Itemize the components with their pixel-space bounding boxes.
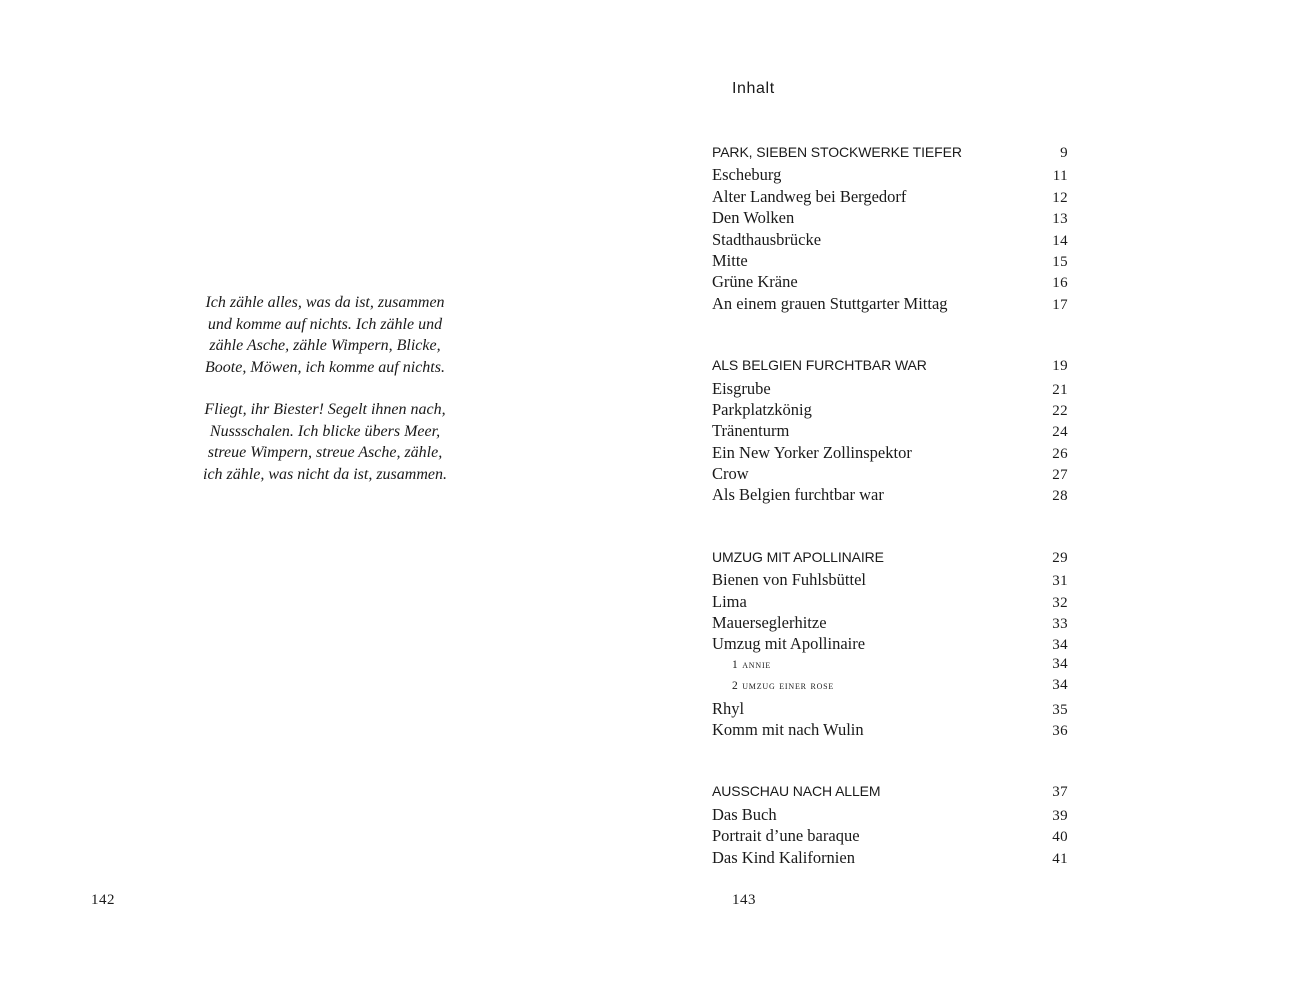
toc-page-number: 22 <box>1052 402 1068 419</box>
toc-entry-row <box>712 230 1068 251</box>
toc-page-number: 32 <box>1052 594 1068 611</box>
toc-section-heading: ALS BELGIEN FURCHTBAR WAR <box>712 357 927 374</box>
poem <box>185 292 465 485</box>
toc-entry-title: Mitte <box>712 250 748 270</box>
toc-page-number: 34 <box>1052 677 1068 694</box>
toc-entry-row <box>712 826 1068 847</box>
toc-page-number: 24 <box>1052 424 1068 441</box>
toc-entry-title: Escheburg <box>712 165 782 185</box>
toc-section <box>712 357 1068 507</box>
toc-entry-title: Alter Landweg bei Bergedorf <box>712 186 907 206</box>
poem-line: Ich zähle alles, was da ist, zusammen <box>205 294 445 311</box>
toc-entry-title: Ein New Yorker Zollinspektor <box>712 442 912 462</box>
toc-page-number: 27 <box>1052 467 1068 484</box>
toc-entry-title: Mauerseglerhitze <box>712 613 827 633</box>
toc-page-number: 17 <box>1052 296 1068 313</box>
poem-line: Boote, Möwen, ich komme auf nichts. <box>205 358 445 376</box>
right-page <box>646 0 1292 1000</box>
toc-entry-title: An einem grauen Stuttgarter Mittag <box>712 293 948 313</box>
toc-subentry-title: 1 annie <box>732 658 772 671</box>
toc-page-number: 12 <box>1052 189 1068 206</box>
toc-entry-row <box>712 570 1068 591</box>
toc-page-number: 29 <box>1052 549 1068 566</box>
toc-subentry-row <box>712 677 1068 698</box>
table-of-contents <box>712 144 1068 869</box>
poem-stanza-1 <box>185 292 465 378</box>
contents-title: Inhalt <box>732 80 775 97</box>
toc-entry-title: Rhyl <box>712 698 745 718</box>
toc-page-number: 33 <box>1052 616 1068 633</box>
toc-section-heading-row <box>712 144 1068 165</box>
toc-entry-row <box>712 592 1068 613</box>
toc-entry-title: Den Wolken <box>712 208 795 228</box>
toc-entry-title: Eisgrube <box>712 378 771 398</box>
toc-page-number: 13 <box>1052 211 1068 228</box>
toc-entry-row <box>712 699 1068 720</box>
poem-line: Fliegt, ihr Biester! Segelt ihnen nach, <box>204 401 446 418</box>
toc-page-number: 31 <box>1052 573 1068 590</box>
toc-section-heading: AUSSCHAU NACH ALLEM <box>712 783 881 800</box>
toc-entry-row <box>712 443 1068 464</box>
toc-page-number: 16 <box>1052 275 1068 292</box>
toc-page-number: 34 <box>1052 655 1068 672</box>
toc-entry-row <box>712 720 1068 741</box>
page-number-left: 142 <box>91 892 115 908</box>
toc-page-number: 15 <box>1052 253 1068 270</box>
toc-page-number: 39 <box>1052 807 1068 824</box>
poem-line: und komme auf nichts. Ich zähle und <box>207 315 443 333</box>
toc-entry-row <box>712 485 1068 506</box>
poem-line: zähle Asche, zähle Wimpern, Blicke, <box>209 337 441 354</box>
toc-page-number: 41 <box>1052 850 1068 867</box>
toc-entry-title: Umzug mit Apollinaire <box>712 634 866 654</box>
toc-page-number: 36 <box>1052 722 1068 739</box>
toc-entry-title: Portrait d’une baraque <box>712 826 860 846</box>
toc-entry-row <box>712 613 1068 634</box>
toc-page-number: 11 <box>1052 168 1068 185</box>
toc-section-heading: PARK, SIEBEN STOCKWERKE TIEFER <box>712 144 962 160</box>
toc-entry-row <box>712 251 1068 272</box>
toc-page-number: 26 <box>1052 445 1068 462</box>
toc-entry-title: Das Kind Kalifornien <box>712 847 855 867</box>
toc-section-heading: UMZUG MIT APOLLINAIRE <box>712 548 884 565</box>
toc-page-number: 40 <box>1052 829 1068 846</box>
toc-entry-row <box>712 272 1068 293</box>
poem-line: streue Wimpern, streue Asche, zähle, <box>207 444 443 461</box>
toc-entry-title: Komm mit nach Wulin <box>712 719 864 739</box>
toc-section-heading-row <box>712 357 1068 378</box>
toc-entry-title: Grüne Kräne <box>712 272 798 292</box>
toc-entry-row <box>712 805 1068 826</box>
toc-section-heading-row <box>712 549 1068 570</box>
toc-entry-row <box>712 634 1068 655</box>
toc-page-number: 9 <box>1060 145 1068 161</box>
toc-entry-title: Bienen von Fuhlsbüttel <box>712 570 866 590</box>
toc-entry-title: Als Belgien furchtbar war <box>712 485 884 505</box>
toc-page-number: 37 <box>1052 784 1068 801</box>
toc-entry-title: Lima <box>712 591 747 611</box>
toc-entry-row <box>712 187 1068 208</box>
toc-page-number: 28 <box>1052 488 1068 505</box>
toc-section-heading-row <box>712 783 1068 804</box>
toc-section <box>712 144 1068 315</box>
toc-entry-row <box>712 294 1068 315</box>
toc-page-number: 14 <box>1052 232 1068 249</box>
toc-entry-row <box>712 165 1068 186</box>
toc-entry-row <box>712 464 1068 485</box>
toc-subentry-row <box>712 656 1068 677</box>
toc-entry-row <box>712 379 1068 400</box>
toc-entry-row <box>712 848 1068 869</box>
poem-line: Nussschalen. Ich blicke übers Meer, <box>209 422 441 440</box>
toc-entry-title: Stadthausbrücke <box>712 229 822 249</box>
toc-subentry-title: 2 umzug einer rose <box>732 680 835 693</box>
toc-page-number: 19 <box>1052 358 1068 375</box>
toc-entry-title: Crow <box>712 464 749 484</box>
page-number-right: 143 <box>732 892 756 908</box>
toc-entry-title: Tränenturm <box>712 421 790 441</box>
toc-entry-row <box>712 400 1068 421</box>
toc-entry-row <box>712 421 1068 442</box>
toc-entry-title: Parkplatzkönig <box>712 399 812 419</box>
toc-section <box>712 549 1068 742</box>
toc-page-number: 34 <box>1052 637 1068 654</box>
toc-page-number: 35 <box>1052 701 1068 718</box>
toc-page-number: 21 <box>1052 381 1068 398</box>
toc-entry-title: Das Buch <box>712 804 777 824</box>
toc-entry-row <box>712 208 1068 229</box>
poem-line: ich zähle, was nicht da ist, zusammen. <box>203 465 447 483</box>
poem-stanza-2 <box>185 399 465 485</box>
toc-section <box>712 783 1068 869</box>
